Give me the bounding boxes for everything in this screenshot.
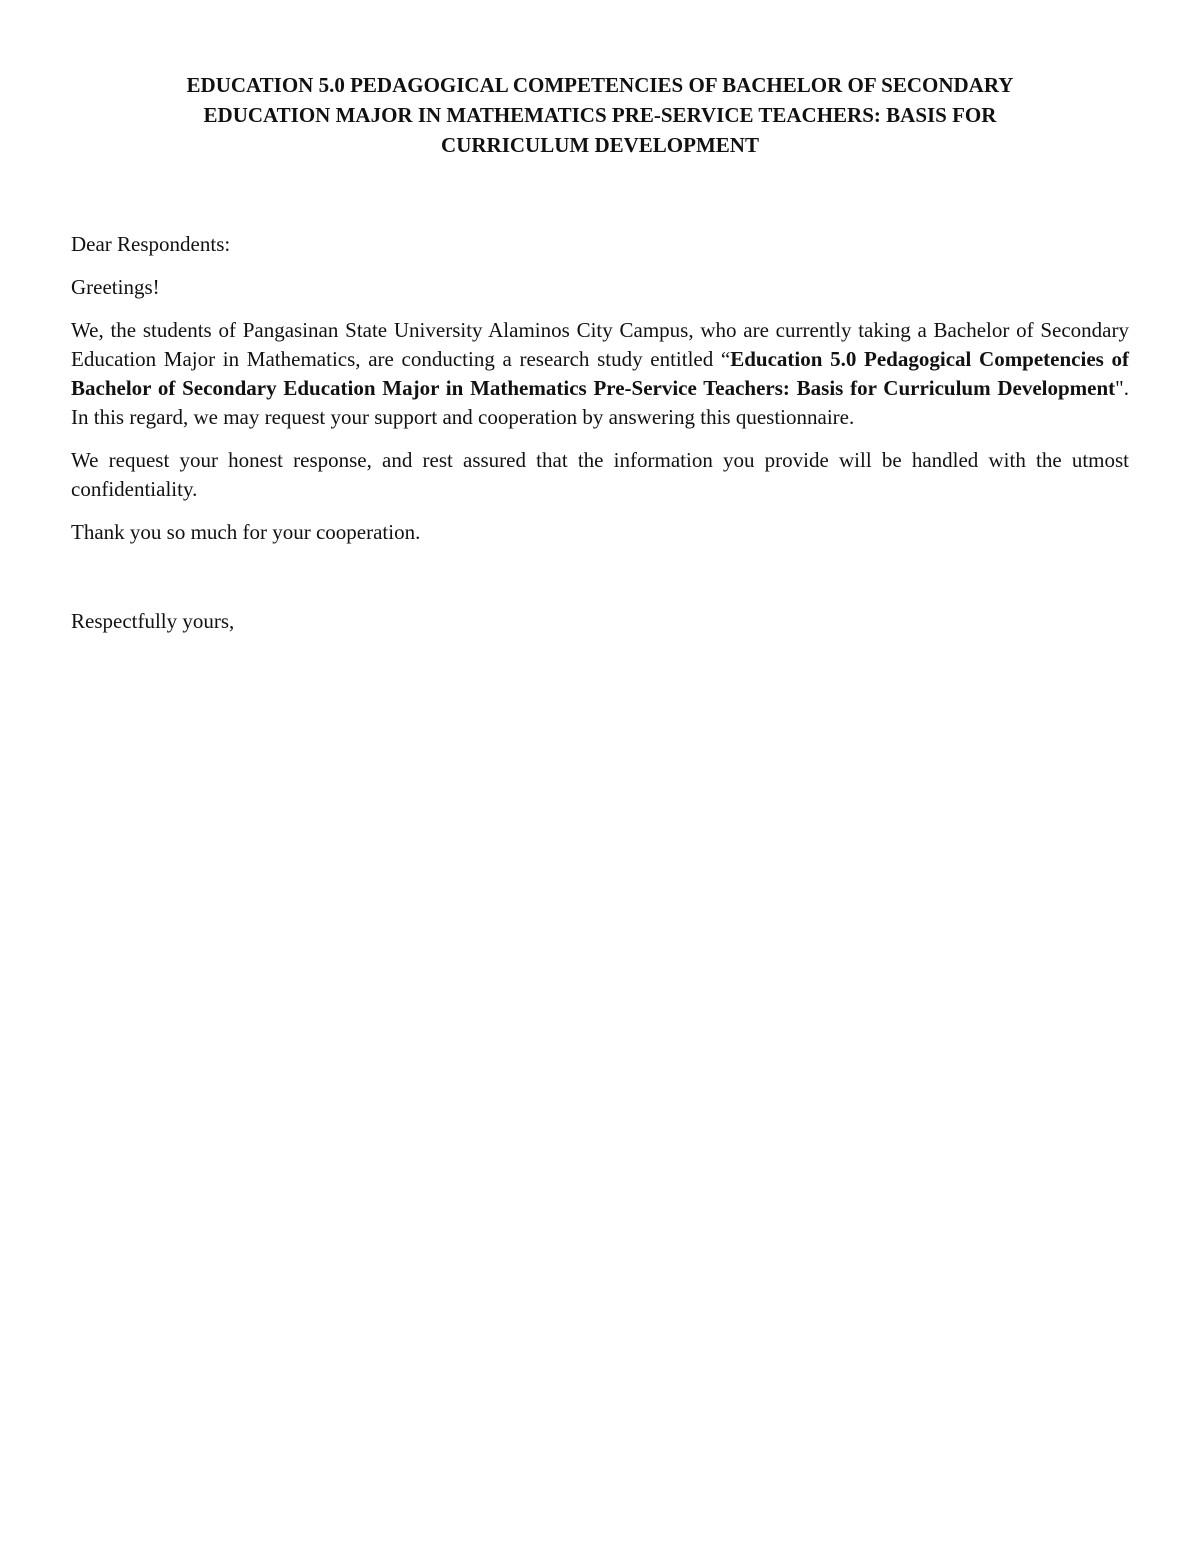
intro-paragraph	[71, 316, 1129, 432]
title-line-2: EDUCATION MAJOR IN MATHEMATICS PRE-SERVICE TEACHERS: BASIS FOR	[203, 103, 997, 127]
greeting: Greetings!	[71, 275, 160, 299]
intro-text-before: We, the students of Pangasinan State University Alaminos City Campus, who are currently taking a Bachelor of Secondary Education Major in Mathematics, are conducting a research study entitled “	[71, 318, 1129, 371]
thanks-paragraph: Thank you so much for your cooperation.	[71, 520, 421, 544]
confidentiality-paragraph: We request your honest response, and rest assured that the information you provide will be handled with the utmost confidentiality.	[71, 448, 1129, 501]
title-line-1: EDUCATION 5.0 PEDAGOGICAL COMPETENCIES OF BACHELOR OF SECONDARY	[186, 73, 1014, 97]
salutation: Dear Respondents:	[71, 232, 231, 256]
closing: Respectfully yours,	[71, 609, 235, 633]
study-title: Education 5.0 Pedagogical Competencies of Bachelor of Secondary Education Major in Mathematics Pre-Service Teachers: Basis for Curriculum Development	[71, 347, 1129, 400]
title-line-3: CURRICULUM DEVELOPMENT	[441, 133, 759, 157]
document-title	[71, 70, 1129, 160]
intro-text-after: ". In this regard, we may request your support and cooperation by answering this questionnaire.	[71, 376, 1129, 429]
